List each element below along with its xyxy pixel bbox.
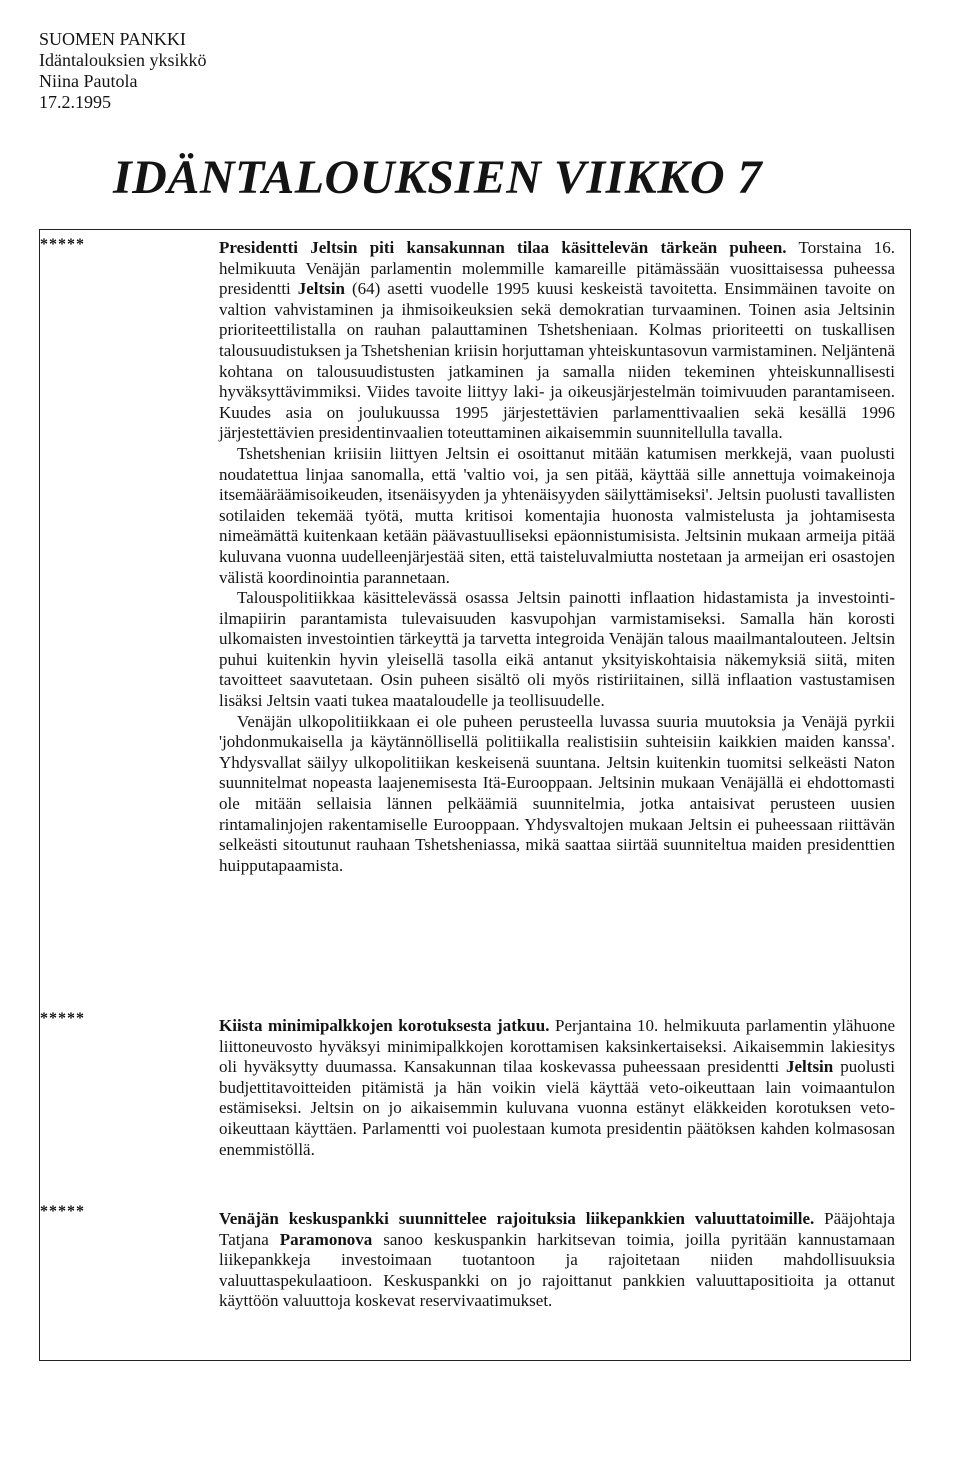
document-date: 17.2.1995 — [39, 92, 111, 112]
article-jeltsin-speech — [219, 238, 895, 876]
article-central-bank — [219, 1209, 895, 1312]
author-name: Niina Pautola — [39, 71, 138, 91]
keyword-name: Paramonova — [279, 1229, 373, 1249]
keyword-name: Jeltsin — [297, 279, 345, 299]
page-title: IDÄNTALOUKSIEN VIIKKO 7 — [113, 151, 762, 204]
article-headline: Venäjän keskuspankki suunnittelee rajoituksia liikepankkien valuuttatoimille. — [219, 1209, 815, 1228]
article-paragraph: Venäjän ulkopolitiikkaan ei ole puheen perusteella luvassa suuria muutoksia ja Venäjä pyrkii 'johdonmukaisella ja käytännöllisellä politiikalla realistisiin suhteisiin kaikkien maiden kanssa'. Yhdysvallat säilyy ulkopolitiikan keskeisenä suuntana. Jeltsin kuitenkin tuomitsi selkeästi Naton suunnitelmat nopeasta laajenemisesta Itä-Eurooppaan. Jeltsinin mukaan Venäjällä ei ehdottomasti ole mitään sellaisia lännen pelkäämiä suunnitelmia, jotka antaisivat perusteen uusien rintamalinjojen rakentamiselle Eurooppaan. Yhdysvaltojen mukaan Jeltsin ei puheessaan riittävän selkeästi sitoutunut rauhaan Tshetsheniassa, mikä saattaa siirtää suunniteltua maiden presidenttien huipputapaamista. — [219, 711, 895, 875]
article-marker: ***** — [40, 1203, 85, 1220]
article-paragraph — [219, 1209, 895, 1312]
paragraph-text: Pääjohtaja Tatjana — [219, 1209, 895, 1249]
keyword-name: Jeltsin — [786, 1057, 834, 1077]
paragraph-text: puolusti budjettitavoitteiden pitämistä ja hän voikin vielä käyttää veto-oikeuttaan lain voimaantulon estämiseksi. Jeltsin on jo aikaisemmin kuluvana vuonna estänyt eläkkeiden korotuksen veto-oikeuttaan käyttäen. Parlamentti voi puolestaan kumota presidentin päätöksen kahden kolmasosan enemmistöllä. — [219, 1057, 895, 1159]
article-paragraph — [219, 238, 895, 444]
article-marker: ***** — [40, 1010, 85, 1027]
document-header — [39, 29, 206, 113]
paragraph-text: Perjantaina 10. helmikuuta parlamentin ylähuone liittoneuvosto hyväksyi minimipalkkojen korottamisen kaksinkertaiseksi. Aikaisemmin lakiesitys oli hyväksytty duumassa. Kansakunnan tilaa koskevassa puheessaan presidentti — [219, 1016, 895, 1077]
article-paragraph: Tshetshenian kriisiin liittyen Jeltsin ei osoittanut mitään katumisen merkkejä, vaan puolusti noudatettua linjaa sanomalla, että 'valtio voi, ja sen pitää, käyttää sille annettuja voimakeinoja itsemääräämisoikeuden, itsenäisyyden ja yhtenäisyyden säilyttämiseksi'. Jeltsin puolusti tavallisten sotilaiden tekemää työtä, mutta kritisoi komentajia huonosta valmistelusta ja johtamisesta nimeämättä kuitenkaan ketään päävastuulliseksi epäonnistumisista. Jeltsinin mukaan armeija pitää kuluvana vuonna uudelleenjärjestää siten, että taisteluvalmiutta nostetaan ja armeijan eri osastojen välistä koordinointia parannetaan. — [219, 443, 895, 587]
article-headline: Presidentti Jeltsin piti kansakunnan tilaa käsittelevän tärkeän puheen. — [219, 238, 787, 257]
article-headline: Kiista minimipalkkojen korotuksesta jatkuu. — [219, 1016, 550, 1035]
unit-name: Idäntalouksien yksikkö — [39, 50, 207, 70]
article-minimum-wage — [219, 1016, 895, 1160]
paragraph-text: (64) asetti vuodelle 1995 kuusi keskeistä tavoitetta. Ensimmäinen tavoite on valtion vahvistaminen ja ihmisoikeuksien sekä demokratian turvaaminen. Toinen asia Jeltsinin prioriteettilistalla on rauhan palauttaminen Tshetsheniaan. Kolmas prioriteetti on tuskallisen talousuudistuksen ja Tshetshenian kriisin horjuttaman yhteiskuntasovun varmistaminen. Neljäntenä kohtana on talousuudistusten jatkaminen ja samalla niiden tekeminen yhteiskunnallisesti hyväksyttävimmiksi. Viides tavoite liittyy laki- ja oikeusjärjestelmän toimivuuden parantamiseen. Kuudes asia on joulukuussa 1995 järjestettävien parlamenttivaalien sekä kesällä 1996 järjestettävien presidentinvaalien toteuttaminen aikaisemmin suunnitellulla tavalla. — [219, 279, 895, 443]
paragraph-text: sanoo keskuspankin harkitsevan toimia, joilla pyritään kannustamaan liikepankkeja investoimaan tuotantoon ja rajoitetaan niiden mahdollisuuksia valuuttaspekulaatioon. Keskuspankki on jo rajoittanut pankkien valuuttapositioita ja ottanut käyttöön valuuttoja koskevat reservivaatimukset. — [219, 1229, 896, 1311]
organization-name: SUOMEN PANKKI — [39, 29, 186, 49]
article-paragraph: Talouspolitiikkaa käsittelevässä osassa Jeltsin painotti inflaation hidastamista ja investointi-ilmapiirin parantamista tulevaisuuden kasvupohjan varmistamiseksi. Samalla hän korosti ulkomaisten investointien tärkeyttä ja tarvetta integroida Venäjän talous maailmantalouteen. Jeltsin puhui kuitenkin hyvin yleisellä tasolla eikä antanut yksityiskohtaisia näkemyksiä siitä, miten tavoitteet saavutetaan. Osin puheen sisältö oli myös ristiriitainen, sillä inflaation vastustamisen lisäksi Jeltsin vaati tukea maataloudelle ja teollisuudelle. — [219, 588, 895, 711]
article-paragraph — [219, 1016, 895, 1160]
article-marker: ***** — [40, 236, 85, 253]
paragraph-text: Torstaina 16. helmikuuta Venäjän parlamentin molemmille kamareille pitämässään vuosittaisessa puheessa presidentti — [219, 238, 895, 299]
